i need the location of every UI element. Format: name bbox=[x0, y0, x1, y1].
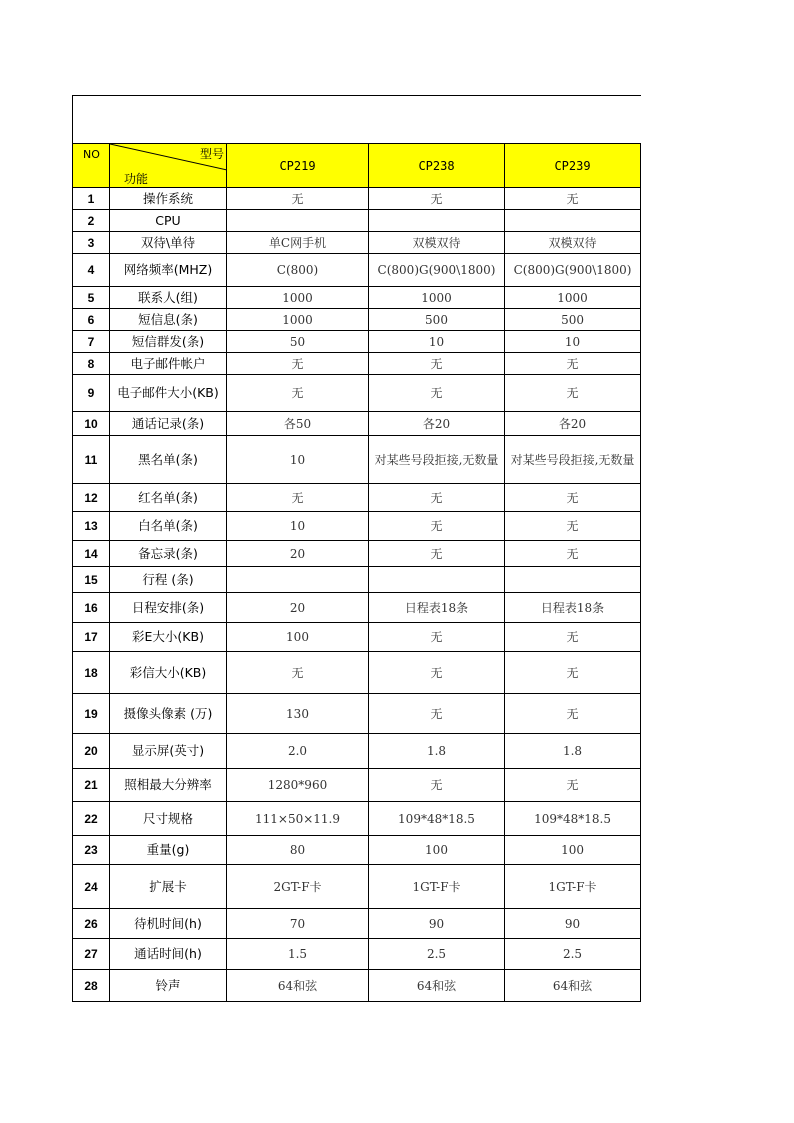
value-cp239 bbox=[505, 210, 641, 232]
row-number: 21 bbox=[73, 769, 110, 802]
table-row bbox=[73, 802, 641, 836]
table-row bbox=[73, 375, 641, 412]
value-cp238: 109*48*18.5 bbox=[369, 802, 505, 836]
value-cp219: 1000 bbox=[227, 287, 369, 309]
value-cp219: 无 bbox=[227, 375, 369, 412]
table-row bbox=[73, 254, 641, 287]
value-cp238: 100 bbox=[369, 836, 505, 865]
value-cp238: 无 bbox=[369, 484, 505, 512]
function-label: 电子邮件大小(KB) bbox=[110, 375, 227, 412]
value-cp219: 130 bbox=[227, 694, 369, 734]
row-number: 27 bbox=[73, 939, 110, 970]
table-row bbox=[73, 331, 641, 353]
function-label: 短信息(条) bbox=[110, 309, 227, 331]
value-cp239: 无 bbox=[505, 512, 641, 541]
value-cp238: 无 bbox=[369, 652, 505, 694]
table-row bbox=[73, 970, 641, 1002]
value-cp238: 2.5 bbox=[369, 939, 505, 970]
row-number: 5 bbox=[73, 287, 110, 309]
header-function-label: 功能 bbox=[124, 172, 149, 186]
table-row bbox=[73, 593, 641, 623]
function-label: 摄像头像素 (万) bbox=[110, 694, 227, 734]
row-number: 4 bbox=[73, 254, 110, 287]
value-cp239: C(800)G(900\1800) bbox=[505, 254, 641, 287]
function-label: 双待\单待 bbox=[110, 232, 227, 254]
table-row bbox=[73, 734, 641, 769]
header-diagonal-cell bbox=[110, 144, 227, 188]
value-cp239: 1GT-F卡 bbox=[505, 865, 641, 909]
value-cp219: 64和弦 bbox=[227, 970, 369, 1002]
row-number: 11 bbox=[73, 436, 110, 484]
value-cp238: 10 bbox=[369, 331, 505, 353]
value-cp219: 70 bbox=[227, 909, 369, 939]
table-row bbox=[73, 939, 641, 970]
value-cp239: 无 bbox=[505, 484, 641, 512]
value-cp238: 90 bbox=[369, 909, 505, 939]
value-cp238 bbox=[369, 210, 505, 232]
spec-comparison-table bbox=[72, 95, 641, 1002]
row-number: 20 bbox=[73, 734, 110, 769]
function-label: 彩信大小(KB) bbox=[110, 652, 227, 694]
row-number: 15 bbox=[73, 567, 110, 593]
function-label: 待机时间(h) bbox=[110, 909, 227, 939]
value-cp239: 无 bbox=[505, 375, 641, 412]
value-cp238: C(800)G(900\1800) bbox=[369, 254, 505, 287]
header-model-label: 型号 bbox=[199, 147, 224, 161]
value-cp238: 无 bbox=[369, 512, 505, 541]
function-label: 白名单(条) bbox=[110, 512, 227, 541]
value-cp219: 111×50×11.9 bbox=[227, 802, 369, 836]
value-cp219: 1280*960 bbox=[227, 769, 369, 802]
header-model-cp238: CP238 bbox=[369, 144, 505, 188]
row-number: 1 bbox=[73, 188, 110, 210]
value-cp219: 10 bbox=[227, 436, 369, 484]
row-number: 9 bbox=[73, 375, 110, 412]
function-label: 电子邮件帐户 bbox=[110, 353, 227, 375]
row-number: 12 bbox=[73, 484, 110, 512]
function-label: 短信群发(条) bbox=[110, 331, 227, 353]
value-cp238: 对某些号段拒接,无数量 bbox=[369, 436, 505, 484]
row-number: 22 bbox=[73, 802, 110, 836]
function-label: CPU bbox=[110, 210, 227, 232]
value-cp219: 无 bbox=[227, 652, 369, 694]
value-cp238: 无 bbox=[369, 353, 505, 375]
function-label: 网络频率(MHZ) bbox=[110, 254, 227, 287]
table-row bbox=[73, 909, 641, 939]
value-cp239: 无 bbox=[505, 353, 641, 375]
row-number: 19 bbox=[73, 694, 110, 734]
value-cp219: 各50 bbox=[227, 412, 369, 436]
value-cp239: 10 bbox=[505, 331, 641, 353]
value-cp239: 双模双待 bbox=[505, 232, 641, 254]
value-cp239: 无 bbox=[505, 623, 641, 652]
function-label: 联系人(组) bbox=[110, 287, 227, 309]
function-label: 日程安排(条) bbox=[110, 593, 227, 623]
row-number: 13 bbox=[73, 512, 110, 541]
row-number: 8 bbox=[73, 353, 110, 375]
table-row bbox=[73, 694, 641, 734]
function-label: 操作系统 bbox=[110, 188, 227, 210]
value-cp219: 1.5 bbox=[227, 939, 369, 970]
function-label: 备忘录(条) bbox=[110, 541, 227, 567]
value-cp239: 日程表18条 bbox=[505, 593, 641, 623]
table-row bbox=[73, 309, 641, 331]
function-label: 显示屏(英寸) bbox=[110, 734, 227, 769]
row-number: 2 bbox=[73, 210, 110, 232]
function-label: 彩E大小(KB) bbox=[110, 623, 227, 652]
value-cp219: 50 bbox=[227, 331, 369, 353]
row-number: 7 bbox=[73, 331, 110, 353]
function-label: 铃声 bbox=[110, 970, 227, 1002]
value-cp239: 2.5 bbox=[505, 939, 641, 970]
value-cp239: 无 bbox=[505, 188, 641, 210]
value-cp239: 1000 bbox=[505, 287, 641, 309]
header-no: NO bbox=[73, 144, 110, 188]
value-cp219: 10 bbox=[227, 512, 369, 541]
value-cp238: 1GT-F卡 bbox=[369, 865, 505, 909]
table-row bbox=[73, 353, 641, 375]
row-number: 24 bbox=[73, 865, 110, 909]
table-row bbox=[73, 865, 641, 909]
value-cp219: 单C网手机 bbox=[227, 232, 369, 254]
value-cp239: 无 bbox=[505, 694, 641, 734]
header-model-cp239: CP239 bbox=[505, 144, 641, 188]
table-title bbox=[73, 96, 641, 144]
table-row bbox=[73, 567, 641, 593]
row-number: 28 bbox=[73, 970, 110, 1002]
value-cp219: 20 bbox=[227, 541, 369, 567]
value-cp238: 64和弦 bbox=[369, 970, 505, 1002]
table-row bbox=[73, 188, 641, 210]
value-cp238: 日程表18条 bbox=[369, 593, 505, 623]
value-cp238: 无 bbox=[369, 375, 505, 412]
table-row bbox=[73, 412, 641, 436]
value-cp238 bbox=[369, 567, 505, 593]
table-row bbox=[73, 652, 641, 694]
value-cp238: 无 bbox=[369, 694, 505, 734]
value-cp239: 无 bbox=[505, 769, 641, 802]
table-row bbox=[73, 623, 641, 652]
value-cp238: 500 bbox=[369, 309, 505, 331]
value-cp239: 对某些号段拒接,无数量 bbox=[505, 436, 641, 484]
table-row bbox=[73, 512, 641, 541]
value-cp219: 1000 bbox=[227, 309, 369, 331]
value-cp238: 各20 bbox=[369, 412, 505, 436]
value-cp219: 2.0 bbox=[227, 734, 369, 769]
value-cp239 bbox=[505, 567, 641, 593]
function-label: 通话记录(条) bbox=[110, 412, 227, 436]
value-cp238: 无 bbox=[369, 541, 505, 567]
value-cp239: 64和弦 bbox=[505, 970, 641, 1002]
value-cp219: 100 bbox=[227, 623, 369, 652]
row-number: 3 bbox=[73, 232, 110, 254]
value-cp238: 1000 bbox=[369, 287, 505, 309]
value-cp219 bbox=[227, 210, 369, 232]
value-cp238: 双模双待 bbox=[369, 232, 505, 254]
table-row bbox=[73, 232, 641, 254]
value-cp219: 无 bbox=[227, 484, 369, 512]
function-label: 尺寸规格 bbox=[110, 802, 227, 836]
value-cp239: 500 bbox=[505, 309, 641, 331]
title-row bbox=[73, 96, 641, 144]
value-cp219 bbox=[227, 567, 369, 593]
row-number: 16 bbox=[73, 593, 110, 623]
function-label: 扩展卡 bbox=[110, 865, 227, 909]
function-label: 照相最大分辨率 bbox=[110, 769, 227, 802]
value-cp239: 无 bbox=[505, 652, 641, 694]
table-row bbox=[73, 287, 641, 309]
row-number: 26 bbox=[73, 909, 110, 939]
row-number: 6 bbox=[73, 309, 110, 331]
function-label: 红名单(条) bbox=[110, 484, 227, 512]
row-number: 18 bbox=[73, 652, 110, 694]
value-cp219: C(800) bbox=[227, 254, 369, 287]
value-cp219: 2GT-F卡 bbox=[227, 865, 369, 909]
header-model-cp219: CP219 bbox=[227, 144, 369, 188]
row-number: 14 bbox=[73, 541, 110, 567]
value-cp219: 无 bbox=[227, 188, 369, 210]
value-cp239: 109*48*18.5 bbox=[505, 802, 641, 836]
row-number: 23 bbox=[73, 836, 110, 865]
value-cp239: 1.8 bbox=[505, 734, 641, 769]
value-cp238: 无 bbox=[369, 769, 505, 802]
function-label: 通话时间(h) bbox=[110, 939, 227, 970]
value-cp239: 各20 bbox=[505, 412, 641, 436]
table-row bbox=[73, 836, 641, 865]
value-cp238: 1.8 bbox=[369, 734, 505, 769]
row-number: 10 bbox=[73, 412, 110, 436]
function-label: 行程 (条) bbox=[110, 567, 227, 593]
value-cp219: 20 bbox=[227, 593, 369, 623]
function-label: 黑名单(条) bbox=[110, 436, 227, 484]
value-cp238: 无 bbox=[369, 623, 505, 652]
value-cp219: 无 bbox=[227, 353, 369, 375]
value-cp238: 无 bbox=[369, 188, 505, 210]
table-row bbox=[73, 769, 641, 802]
value-cp239: 100 bbox=[505, 836, 641, 865]
header-row bbox=[73, 144, 641, 188]
table-row bbox=[73, 541, 641, 567]
table-row bbox=[73, 436, 641, 484]
value-cp239: 90 bbox=[505, 909, 641, 939]
value-cp239: 无 bbox=[505, 541, 641, 567]
row-number: 17 bbox=[73, 623, 110, 652]
table-row bbox=[73, 484, 641, 512]
value-cp219: 80 bbox=[227, 836, 369, 865]
function-label: 重量(g) bbox=[110, 836, 227, 865]
table-row bbox=[73, 210, 641, 232]
